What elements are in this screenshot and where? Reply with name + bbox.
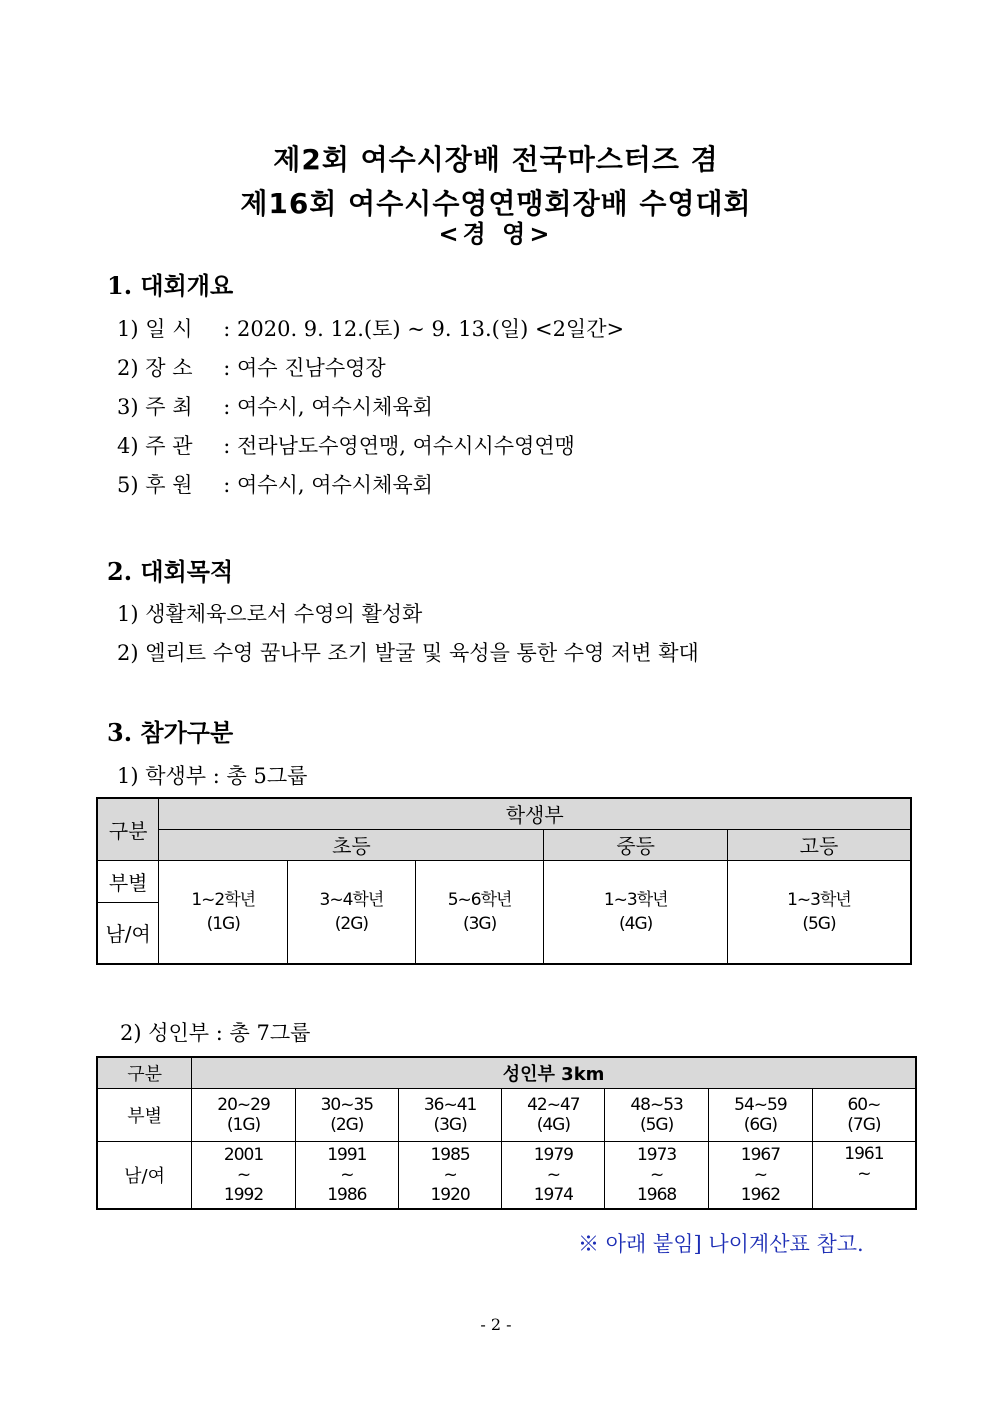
age-group: (6G) bbox=[743, 1114, 778, 1135]
item-value: : 여수 진남수영장 bbox=[223, 356, 386, 380]
year-tilde: ~ bbox=[443, 1164, 457, 1185]
year-tilde: ~ bbox=[340, 1164, 354, 1185]
age-group: (5G) bbox=[639, 1114, 674, 1135]
age-group: (1G) bbox=[226, 1114, 261, 1135]
birth-year-cell bbox=[605, 1141, 709, 1209]
age-group: (7G) bbox=[847, 1114, 881, 1135]
gubun-header: 구분 bbox=[97, 798, 159, 860]
overview-item bbox=[117, 313, 624, 343]
grade-range: 3~4학년 bbox=[319, 889, 384, 910]
student-header: 학생부 bbox=[159, 798, 911, 829]
section3-heading: 3. 참가구분 bbox=[107, 718, 234, 747]
grade-range: 5~6학년 bbox=[447, 889, 512, 910]
item-label: 주 관 bbox=[145, 434, 193, 458]
page-number: - 2 - bbox=[480, 1315, 512, 1334]
student-table bbox=[96, 797, 912, 965]
birth-year-cell bbox=[295, 1141, 398, 1209]
age-cell bbox=[192, 1088, 296, 1141]
age-cell bbox=[502, 1088, 605, 1141]
age-table-note: ※ 아래 붙임] 나이계산표 참고. bbox=[578, 1232, 864, 1256]
age-range: 54~59 bbox=[734, 1094, 787, 1115]
grade-group: (4G) bbox=[619, 913, 653, 934]
year-from: 1961 bbox=[844, 1143, 884, 1164]
age-range: 20~29 bbox=[217, 1094, 270, 1115]
adult-table bbox=[96, 1056, 917, 1210]
age-cell bbox=[709, 1088, 813, 1141]
group-high: 고등 bbox=[727, 829, 911, 860]
overview-item bbox=[117, 352, 386, 382]
birth-year-cell bbox=[502, 1141, 605, 1209]
purpose-item: 1) 생활체육으로서 수영의 활성화 bbox=[117, 602, 423, 626]
item-label: 장 소 bbox=[145, 356, 193, 380]
birth-year-cell bbox=[709, 1141, 813, 1209]
year-to: 1920 bbox=[430, 1184, 470, 1205]
grade-range: 1~2학년 bbox=[191, 889, 256, 910]
year-tilde: ~ bbox=[236, 1164, 251, 1185]
gubun-header: 구분 bbox=[97, 1057, 192, 1088]
item-label: 후 원 bbox=[145, 473, 193, 497]
item-value: : 2020. 9. 12.(토) ~ 9. 13.(일) <2일간> bbox=[223, 317, 625, 341]
age-range: 36~41 bbox=[423, 1094, 477, 1115]
group-middle: 중등 bbox=[544, 829, 728, 860]
item-value: : 여수시, 여수시체육회 bbox=[223, 395, 433, 419]
adult-subheading: 2) 성인부 : 총 7그룹 bbox=[120, 1021, 311, 1045]
grade-cell bbox=[288, 860, 416, 964]
age-cell bbox=[398, 1088, 502, 1141]
item-value: : 여수시, 여수시체육회 bbox=[223, 473, 433, 497]
year-to: 1962 bbox=[740, 1184, 781, 1205]
adult-header: 성인부 3km bbox=[192, 1057, 916, 1088]
row-label-gender: 남/여 bbox=[97, 902, 159, 964]
grade-cell bbox=[727, 860, 911, 964]
grade-group: (5G) bbox=[802, 913, 836, 934]
year-from: 1973 bbox=[636, 1144, 677, 1165]
grade-cell bbox=[415, 860, 544, 964]
year-to: 1986 bbox=[327, 1184, 367, 1205]
item-label: 주 최 bbox=[145, 395, 193, 419]
title-line-1: 제2회 여수시장배 전국마스터즈 겸 bbox=[273, 143, 719, 176]
item-num: 1) bbox=[117, 317, 139, 341]
overview-item bbox=[117, 391, 433, 421]
year-from: 1991 bbox=[327, 1144, 367, 1165]
row-label-division: 부별 bbox=[97, 1088, 192, 1141]
year-from: 2001 bbox=[223, 1144, 264, 1165]
grade-group: (1G) bbox=[206, 913, 240, 934]
grade-range: 1~3학년 bbox=[603, 889, 668, 910]
student-subheading: 1) 학생부 : 총 5그룹 bbox=[117, 764, 308, 788]
item-num: 4) bbox=[117, 434, 139, 458]
grade-group: (2G) bbox=[334, 913, 369, 934]
row-label-division: 부별 bbox=[97, 860, 159, 902]
year-from: 1985 bbox=[430, 1144, 470, 1165]
birth-year-cell bbox=[192, 1141, 296, 1209]
title-line-3: <경 영> bbox=[438, 220, 554, 248]
section2-heading: 2. 대회목적 bbox=[107, 557, 234, 586]
year-tilde: ~ bbox=[753, 1164, 767, 1185]
year-to: 1968 bbox=[636, 1184, 677, 1205]
age-cell bbox=[295, 1088, 398, 1141]
age-range: 60~ bbox=[847, 1094, 881, 1115]
year-tilde: ~ bbox=[546, 1164, 560, 1185]
item-num: 5) bbox=[117, 473, 139, 497]
age-group: (3G) bbox=[433, 1114, 467, 1135]
age-range: 48~53 bbox=[630, 1094, 683, 1115]
year-tilde: ~ bbox=[649, 1164, 664, 1185]
year-from: 1967 bbox=[740, 1144, 781, 1165]
overview-item bbox=[117, 469, 433, 499]
year-to: 1992 bbox=[223, 1184, 264, 1205]
age-range: 42~47 bbox=[527, 1094, 580, 1115]
grade-range: 1~3학년 bbox=[787, 889, 851, 910]
grade-group: (3G) bbox=[462, 913, 497, 934]
title-line-2: 제16회 여수시수영연맹회장배 수영대회 bbox=[240, 187, 752, 220]
year-from: 1979 bbox=[533, 1144, 573, 1165]
grade-cell bbox=[159, 860, 288, 964]
age-range: 30~35 bbox=[320, 1094, 374, 1115]
age-group: (4G) bbox=[536, 1114, 570, 1135]
group-elementary: 초등 bbox=[159, 829, 544, 860]
grade-cell bbox=[544, 860, 728, 964]
year-to: 1974 bbox=[533, 1184, 573, 1205]
age-group: (2G) bbox=[330, 1114, 364, 1135]
age-cell bbox=[812, 1088, 916, 1141]
year-tilde: ~ bbox=[857, 1163, 871, 1184]
purpose-item: 2) 엘리트 수영 꿈나무 조기 발굴 및 육성을 통한 수영 저변 확대 bbox=[117, 641, 699, 665]
section1-heading: 1. 대회개요 bbox=[107, 271, 234, 300]
item-label: 일 시 bbox=[145, 317, 193, 341]
item-num: 3) bbox=[117, 395, 139, 419]
row-label-gender: 남/여 bbox=[97, 1141, 192, 1209]
age-cell bbox=[605, 1088, 709, 1141]
item-value: : 전라남도수영연맹, 여수시시수영연맹 bbox=[223, 434, 575, 458]
birth-year-cell bbox=[812, 1141, 916, 1209]
item-num: 2) bbox=[117, 356, 139, 380]
birth-year-cell bbox=[398, 1141, 502, 1209]
overview-item bbox=[117, 430, 575, 460]
